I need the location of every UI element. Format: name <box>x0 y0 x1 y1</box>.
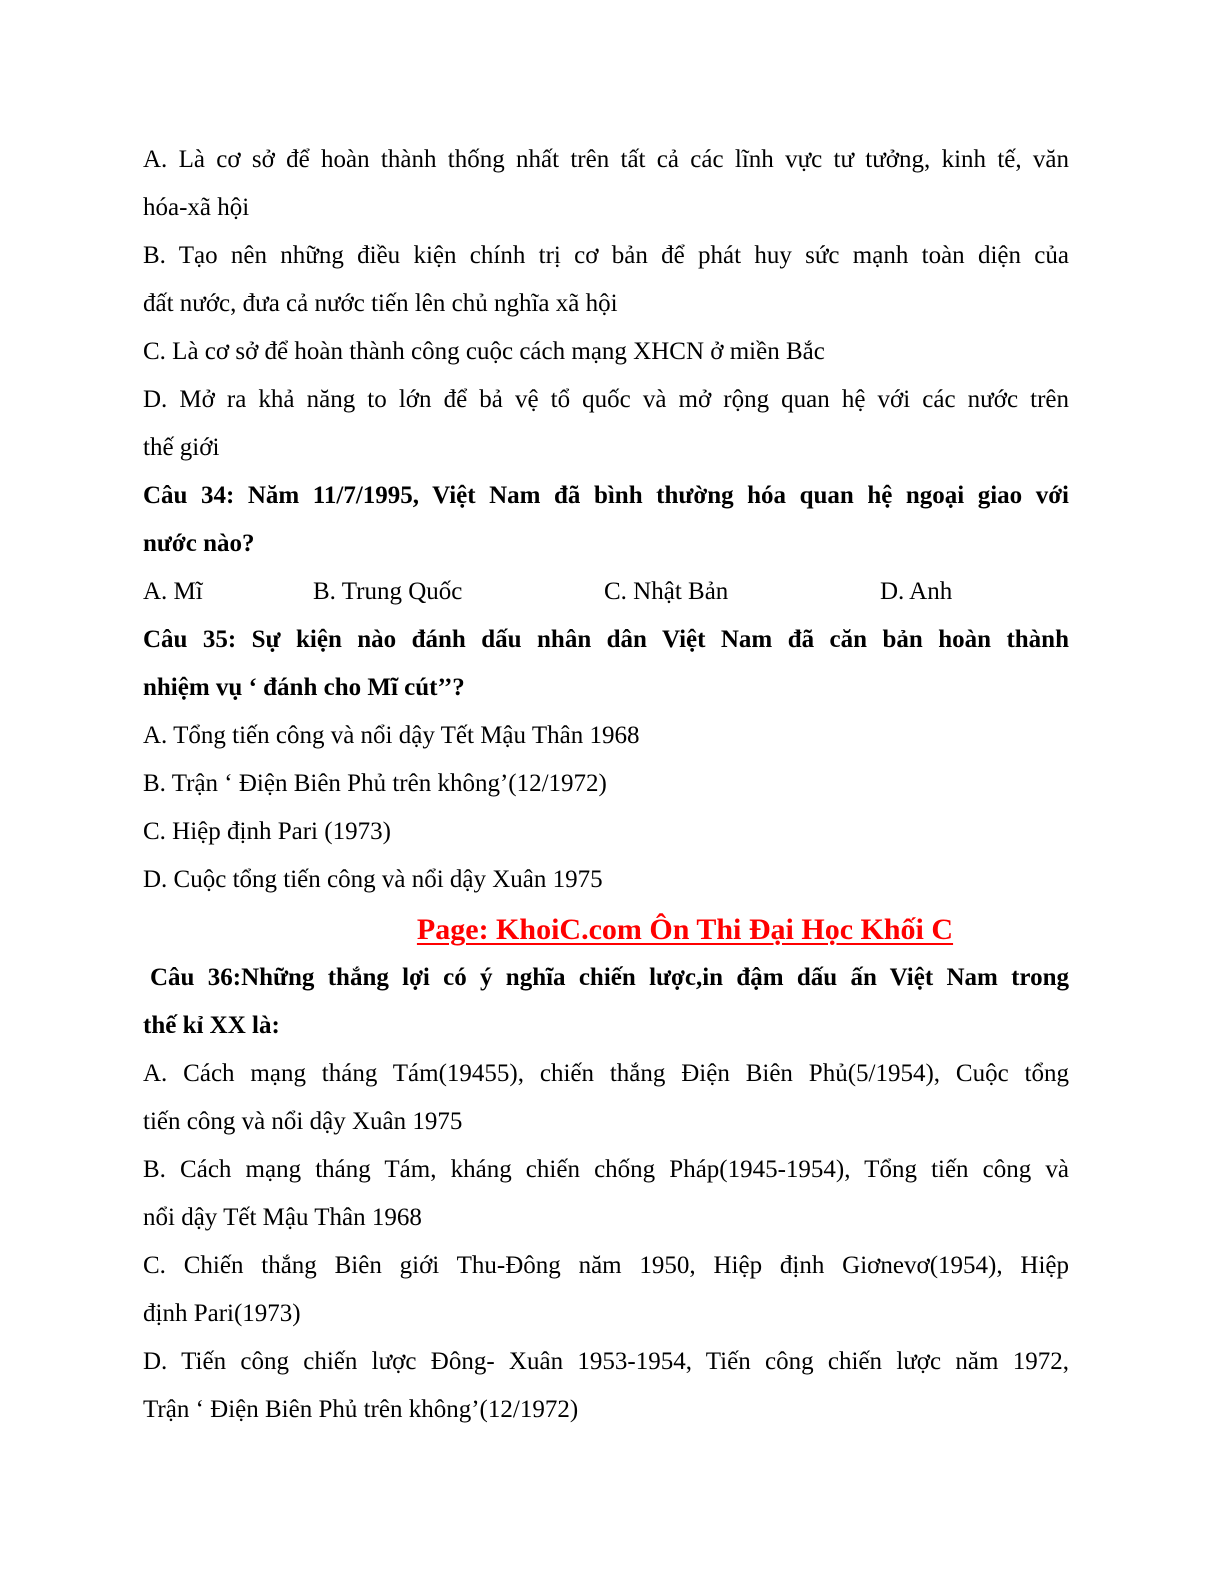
q34-options-row <box>143 568 1069 616</box>
q34-option-a: A. Mĩ <box>143 578 203 605</box>
q33-option-c: C. Là cơ sở để hoàn thành công cuộc cách mạng XHCN ở miền Bắc <box>143 338 825 365</box>
q34-question-line2: nước nào? <box>143 530 255 557</box>
q34-option-b: B. Trung Quốc <box>313 578 463 605</box>
q33-option-a-line1: A. Là cơ sở để hoàn thành thống nhất trên tất cả các lĩnh vực tư tưởng, kinh tế, văn <box>143 146 1069 173</box>
q34-question-line1: Câu 34: Năm 11/7/1995, Việt Nam đã bình thường hóa quan hệ ngoại giao với <box>143 482 1069 509</box>
q35-option-b: B. Trận ‘ Điện Biên Phủ trên không’(12/1972) <box>143 770 607 797</box>
q36-option-d-line1: D. Tiến công chiến lược Đông- Xuân 1953-1954, Tiến công chiến lược năm 1972, <box>143 1348 1069 1375</box>
q33-option-d-line1: D. Mở ra khả năng to lớn để bả vệ tổ quốc và mở rộng quan hệ với các nước trên <box>143 386 1069 413</box>
q36-option-a-line1: A. Cách mạng tháng Tám(19455), chiến thắng Điện Biên Phủ(5/1954), Cuộc tổng <box>143 1060 1069 1087</box>
q36-option-b-line2: nổi dậy Tết Mậu Thân 1968 <box>143 1204 422 1231</box>
q36-option-b-line1: B. Cách mạng tháng Tám, kháng chiến chống Pháp(1945-1954), Tổng tiến công và <box>143 1156 1069 1183</box>
q35-option-a: A. Tổng tiến công và nổi dậy Tết Mậu Thân 1968 <box>143 722 640 749</box>
q35-question-line1: Câu 35: Sự kiện nào đánh dấu nhân dân Việt Nam đã căn bản hoàn thành <box>143 626 1069 653</box>
document-page <box>143 136 1069 1434</box>
q34-option-c: C. Nhật Bản <box>604 578 729 605</box>
q33-option-d-line2: thế giới <box>143 434 220 461</box>
q33-option-b-line2: đất nước, đưa cả nước tiến lên chủ nghĩa xã hội <box>143 290 618 317</box>
q35-question-line2: nhiệm vụ ‘ đánh cho Mĩ cút’’? <box>143 674 465 701</box>
q35-option-d: D. Cuộc tổng tiến công và nổi dậy Xuân 1975 <box>143 866 603 893</box>
q34-option-d: D. Anh <box>880 578 953 605</box>
q36-option-a-line2: tiến công và nổi dậy Xuân 1975 <box>143 1108 463 1135</box>
khoic-banner-link[interactable]: Page: KhoiC.com Ôn Thi Đại Học Khối C <box>416 913 954 946</box>
q33-option-a-line2: hóa-xã hội <box>143 194 250 221</box>
q35-option-c: C. Hiệp định Pari (1973) <box>143 818 391 845</box>
q36-question-line2: thế kỉ XX là: <box>143 1012 280 1039</box>
q33-option-b-line1: B. Tạo nên những điều kiện chính trị cơ bản để phát huy sức mạnh toàn diện của <box>143 242 1069 269</box>
q36-option-c-line2: định Pari(1973) <box>143 1300 301 1327</box>
q36-question-line1: Câu 36:Những thắng lợi có ý nghĩa chiến lược,in đậm dấu ấn Việt Nam trong <box>150 964 1069 991</box>
q36-option-c-line1: C. Chiến thắng Biên giới Thu-Đông năm 1950, Hiệp định Giơnevơ(1954), Hiệp <box>143 1252 1069 1279</box>
q36-option-d-line2: Trận ‘ Điện Biên Phủ trên không’(12/1972) <box>143 1396 579 1423</box>
